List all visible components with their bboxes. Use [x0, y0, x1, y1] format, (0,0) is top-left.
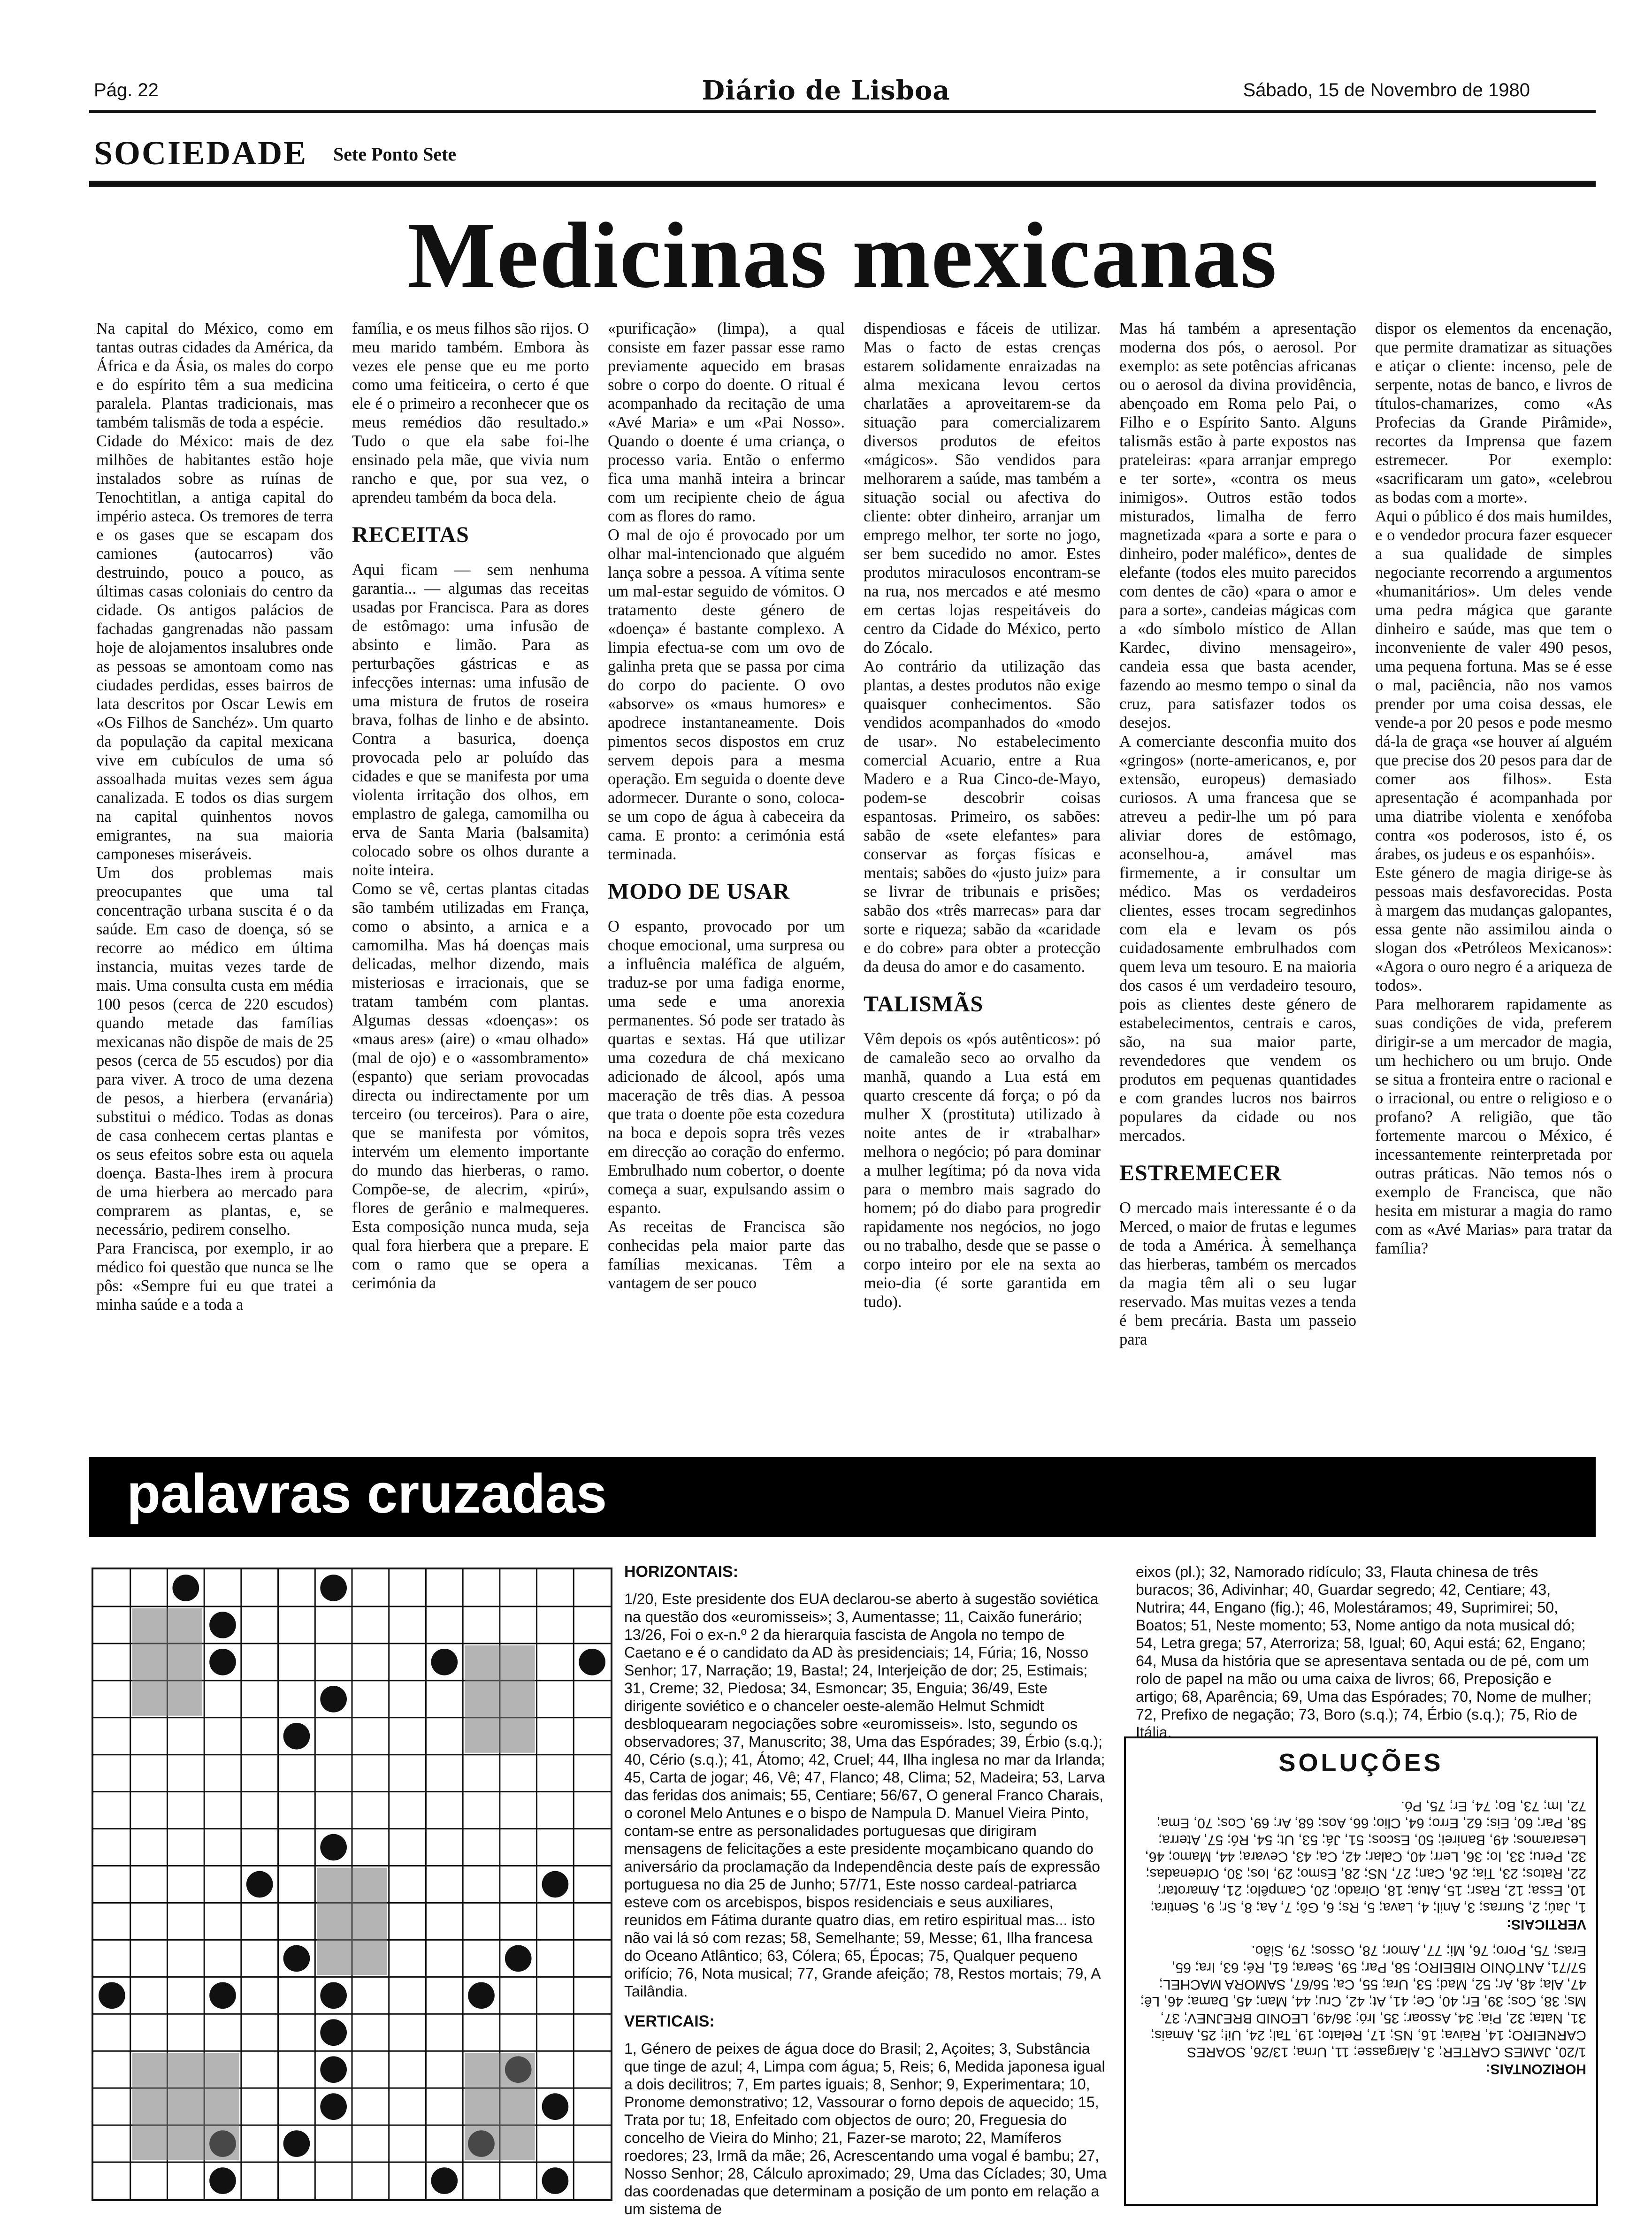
black-square — [320, 2019, 347, 2046]
paragraph: Mas há também a apresentação moderna dos pós, o aerosol. Por exemplo: as sete potências africanas ou o aerosol da divina providência, abençoado em Roma pelo Pai, o Filho e o Espírito Santo. Alguns talismãs estão à parte expostos nas prateleiras: «para arranjar emprego e ter sorte», «contra os meus inimigos». Outros estão todos misturados, limalha de ferro magnetizada «para a sorte e para o dinheiro, poder maléfico», dentes de elefante (todos eles muito parecidos com dentes de cão) «para o amor e para a sorte», candeias mágicas com a «do símbolo místico de Allan Kardec, divino mensageiro», candeia essa que basta acender, fazendo ao mesmo tempo o sinal da cruz, para satisfazer todos os desejos. — [1119, 320, 1356, 732]
black-square — [209, 1612, 236, 1638]
subheading-talismas: TALISMÃS — [864, 992, 984, 1017]
paragraph: Ao contrário da utilização das plantas, a destes produtos não exige quaisquer conhecimentos. São vendidos acompanhados do «modo de usar». No estabelecimento comercial Acuario, entre a Rua Madero e a Rua Cinco-de-Mayo, podem-se descobrir coisas espantosas. Primeiro, os sabões: sabão de «sete elefantes» para conservar as forças físicas e mentais; sabões do «justo juiz» para se livrar de tribunais e prisões; sabão dos «três marrecas» para dar sorte e riqueza; sabão da «caridade e do cobre» para obter a protecção da deusa do amor e do casamento. — [864, 658, 1101, 976]
paragraph: Cidade do México: mais de dez milhões de habitantes estão hoje instalados sobre as ruínas de Tenochtitlan, a antiga capital do império asteca. Os tremores de terra e os gases que se escapam dos camiones (autocarros) vão destruindo, pouco a pouco, as últimas casas coloniais do centro da cidade. Os antigos palácios de fachadas gangrenadas não passam hoje de alojamentos insalubres onde as pessoas se amontoam como nas ciudades perdidas, esses bairros de lata descritos por Oscar Lewis em «Os Filhos de Sanchéz». Um quarto da população da capital mexicana vive em cubículos de uma só assoalhada muitas vezes sem água canalizada. E todos os dias surgem na capital quinhentos novos emigrantes, na sua maioria camponeses miseráveis. — [96, 432, 333, 863]
article-column-1 — [96, 319, 333, 1314]
paragraph: A comerciante desconfia muito dos «gringos» (norte-americanos, e, por extensão, europeus) demasiado curiosos. A uma francesa que se atreveu a pedir-lhe um pó para aliviar dores de estômago, aconselhou-a, amável mas firmemente, a ir consultar um médico. Mas os verdadeiros clientes, esses trocam segredinhos com ela e levam os pós cuidadosamente embrulhados com quem leva um tesouro. E na maioria dos casos é um verdadeiro tesouro, pois as clientes deste género de estabelecimentos, centrais e caros, são, na sua maior parte, revendedores que vendem os produtos em pequenas quantidades e com grandes lucros nos bairros populares da cidade ou nos mercados. — [1119, 733, 1356, 1145]
black-square — [542, 2093, 569, 2120]
subsection-title: Sete Ponto Sete — [333, 144, 457, 165]
clues-horizontais — [624, 1563, 1108, 2218]
paragraph: Um dos problemas mais preocupantes que uma tal concentração urbana suscita é o da saúde. Em caso de doença, só se recorre ao médico em última instancia, muitas vezes tarde de mais. Uma consulta custa em média 100 pesos (cerca de 220 escudos) quando metade das famílias mexicanas não dispõe de mais de 25 pesos (cerca de 55 escudos) por dia para viver. A troco de uma dezena de pesos, a hierbera (ervanária) substitui o médico. Todas as donas de casa conhecem certas plantas e os seus efeitos sobre esta ou aquela doença. Basta-lhes irem à procura de uma hierbera ao mercado para comprarem as plantas, e, se necessário, pedirem conselho. — [96, 864, 333, 1239]
paragraph: O mal de ojo é provocado por um olhar mal-intencionado que alguém lança sobre a pessoa. A vítima sente um mal-estar seguido de vómitos. O tratamento deste género de «doença» é bastante complexo. A limpia efectua-se com um ovo de galinha preta que se passa por cima do corpo do paciente. O ovo «absorve» os «maus humores» e apodrece instantaneamente. Dois pimentos secos dispostos em cruz servem depois para a mesma operação. Em seguida o doente deve adormecer. Durante o sono, coloca-se um copo de água à cabeceira da cama. E pronto: a cerimónia está terminada. — [608, 526, 845, 863]
paragraph: Aqui ficam — sem nenhuma garantia... — algumas das receitas usadas por Francisca. Para as dores de estômago: uma infusão de absinto e limão. Para as perturbações gástricas e as infecções internas: uma infusão de uma mistura de frutos de roseira brava, folhas de linho e de absinto. Contra a basurica, doença provocada pelo ar poluído das cidades e que se manifesta por uma violenta irritação dos olhos, em emplastro de galega, camomilha ou erva de Santa Maria (balsamita) colocado sobre os olhos durante a noite inteira. — [352, 561, 589, 879]
black-square — [505, 1945, 532, 1972]
paragraph: Vêm depois os «pós autênticos»: pó de camaleão seco ao orvalho da manhã, quando a Lua está em quarto crescente dá força; o pó da mulher X (prostituta) utilizado à noite antes de ir «trabalhar» melhora o negócio; pó para dominar a mulher legítima; pó da nova vida para o membro mais sagrado do homem; pó do diabo para progredir rapidamente nos negócios, no jogo ou no trabalho, desde que se passe o corpo inteiro por ele na sexta ao meio-dia (é sorte garantida em tudo). — [864, 1030, 1101, 1311]
paragraph: dispor os elementos da encenação, que permite dramatizar as situações e atiçar o cliente: incenso, pele de serpente, notas de banco, e livros de títulos-chamarizes, como «As Profecias da Grande Pirâmide», recortes da Imprensa que fazem estremecer. Por exemplo: «sacrificaram um gato», «celebrou as bodas com a morte». — [1375, 320, 1612, 506]
black-square — [431, 2167, 458, 2194]
black-square — [246, 1871, 273, 1898]
black-square — [209, 2167, 236, 2194]
paragraph: Para Francisca, por exemplo, ir ao médico foi questão que nunca se lhe pôs: «Sempre fui eu que tratei a minha saúde e a toda a — [96, 1239, 333, 1314]
black-square — [320, 2093, 347, 2120]
article-column-6 — [1375, 319, 1612, 1258]
solutions-verticais-title: VERTICAIS: — [1506, 1917, 1586, 1932]
portrait-photo — [132, 2053, 239, 2160]
section-title: SOCIEDADE — [94, 134, 308, 172]
paragraph: O espanto, provocado por um choque emocional, uma surpresa ou a influência maléfica de alguém, traduz-se por uma fadiga enorme, uma sede e uma anorexia permanentes. Só pode ser tratado às quartas e sextas. Há que utilizar uma cozedura de chá mexicano adicionado de álcool, após uma maceração de três dias. A pessoa que trata o doente põe esta cozedura na boca e depois sopra três vezes em direcção ao coração do enfermo. Embrulhado num cobertor, o doente começa a suar, expulsando assim o espanto. — [608, 918, 845, 1217]
paragraph: dispendiosas e fáceis de utilizar. Mas o facto de estas crenças estarem solidamente enraizadas na alma mexicana levou certos charlatães a aproveitarem-se da situação para comercializarem diversos produtos de efeitos «mágicos». São vendidos para melhorarem a saúde, mas também a situação social ou afectiva do cliente: obter dinheiro, arranjar um emprego melhor, ter sorte no jogo, ser bem sucedido no amor. Estes produtos miraculosos encontram-se na rua, nos mercados e até mesmo em certas lojas respeitáveis do centro da Cidade do México, perto do Zócalo. — [864, 320, 1101, 657]
header-rule — [89, 110, 1596, 113]
black-square — [283, 1945, 310, 1972]
solutions-horizontais: 1/20, JAMES CARTER; 3, Alargasse; 11, Urna; 13/26, SOARES CARNEIRO; 14, Raiva; 16, NS; 17, Relato; 19, Tal; 24, Ui!; 25, Amais; 31, Nata; 32, Pia; 34, Assoar; 35, Iró; 36/49, LEONID BREJNEV; 37, Ms; 38, Cos; 39, Er; 40, Ce; 41, At; 42, Cru; 44, Man; 45, Dama; 46, Lê; 47, Ala; 48, Ar; 52, Mad; 53, Ura; 55, Ca; 56/67, SAMORA MACHEL; 57/71, ANTÓNIO RIBEIRO; 58, Par; 59, Seara; 61, Ré; 63, Ira; 65, Eras; 75, Poro; 76, Mi; 77, Amor; 78, Ossos; 79, Sião. — [1140, 1943, 1586, 2060]
black-square — [283, 2130, 310, 2157]
paragraph: família, e os meus filhos são rijos. O meu marido também. Embora às vezes ele pense que eu me porto como uma feiticeira, o certo é que ele é o primeiro a reconhecer que os meus remédios dão resultado.» Tudo o que ela sabe foi-lhe ensinado pela mãe, que vivia num rancho e que, por sua vez, o aprendeu também da boca dela. — [352, 320, 589, 506]
black-square — [579, 1649, 605, 1675]
clues-horizontais-text: 1/20, Este presidente dos EUA declarou-se aberto à sugestão soviética na questão dos «euromisseis»; 3, Aumentasse; 11, Caixão funerário; 13/26, Foi o ex-n.º 2 da hierarquia fascista de Angola no tempo de Caetano e é o candidato da AD às presidenciais; 14, Fúria; 16, Nosso Senhor; 17, Narração; 19, Basta!; 24, Interjeição de dor; 25, Estimais; 31, Creme; 32, Piedosa; 34, Esmoncar; 35, Enguia; 36/49, Este dirigente soviético e o chanceler oeste-alemão Helmut Schmidt desbloquearam negociações sobre «euromisseis». Isto, segundo os observadores; 37, Manuscrito; 38, Uma das Espórades; 39, Érbio (s.q.); 40, Cério (s.q.); 41, Átomo; 42, Cruel; 44, Ilha inglesa no mar da Irlanda; 45, Carta de jogar; 46, Vê; 47, Flanco; 48, Clima; 52, Madeira; 53, Larva das feridas dos animais; 55, Centiare; 56/67, O general Franco Charais, o coronel Melo Antunes e o bispo de Nampula D. Manuel Vieira Pinto, contam-se entre as personalidades portuguesas que dirigiram mensagens de felicitações a este presidente moçambicano quando do aniversário da proclamação da Independência deste país de expressão portuguesa no dia 25 de Junho; 57/71, Este nosso cardeal-patriarca esteve com os arcebispos, bispos residenciais e seus auxiliares, reunidos em Fátima durante quatro dias, em retiro espiritual mas... isto não vai lá só com rezas; 58, Semelhante; 59, Messe; 61, Ilha francesa do Oceano Atlântico; 63, Cólera; 65, Épocas; 75, Qualquer pequeno orifício; 76, Nota musical; 77, Grande afeição; 78, Restos mortais; 79, A Tailândia. — [624, 1591, 1105, 2000]
solutions-horizontais-title: HORIZONTAIS: — [1485, 2061, 1586, 2077]
black-square — [431, 1649, 458, 1675]
issue-date: Sábado, 15 de Novembro de 1980 — [1243, 80, 1530, 100]
black-square — [320, 1575, 347, 1601]
article-headline: Medicinas mexicanas — [407, 204, 1278, 307]
black-square — [468, 1982, 495, 2009]
section-rule — [89, 181, 1596, 187]
page-number: Pág. 22 — [94, 80, 159, 100]
crossword-title: palavras cruzadas — [127, 1463, 607, 1525]
paragraph: Este género de magia dirige-se às pessoas mais desfavorecidas. Posta à margem das mudanças galopantes, essa gente não assimilou ainda o slogan dos «Petróleos Mexicanos»: «Agora o ouro negro é a ariqueza de todos». — [1375, 864, 1612, 994]
black-square — [320, 1834, 347, 1861]
article-column-3 — [608, 319, 845, 1293]
paragraph: Como se vê, certas plantas citadas são também utilizadas em França, como o absinto, a arnica e a camomilha. Mas há doenças mais delicadas, melhor dizendo, mais misteriosas e irracionais, que se tratam também com plantas. Algumas dessas «doenças»: os «maus ares» (aire) o «mau olhado» (mal de ojo) e o «assombramento» (espanto) que seriam provocadas directa ou indirectamente por um terceiro (ou terceiros). Para o aire, que se manifesta por vómitos, intervém um elemento importante do mundo das hierberas, o ramo. Compõe-se, de alecrim, «pirú», flores de gerânio e malmequeres. Esta composição nunca muda, seja qual fora hierbera que a prepare. E com o ramo que se opera a cerimónia da — [352, 880, 589, 1292]
solutions-verticais: 1, Jaú; 2, Surras; 3, Anil; 4, Lava; 5, Rs; 6, Gô; 7, Aa; 8, Sr; 9, Sentira; 10, Essa; 12, Rasr; 15, Atua; 18, Oirado; 20, Campêlo; 21, Amarotar; 22, Ratos; 23, Tia; 26, Can; 27, NS; 28, Esmo; 29, Ios; 30, Ordenadas; 32, Peru; 33, Io; 36, Lerr; 40, Calar; 42, Ca; 43, Cevara; 44, Mamo; 46, Lesaramos; 49, Banirei; 50, Escos; 51, Já; 53, Ut; 54, Ró; 57, Aterra; 58, Par; 60, Eis; 62, Erro; 64, Clio; 66, Aos; 68, Ar; 69, Cos; 70, Ema; 72, Im; 73, Bo; 74, Er; 75, Pó. — [1145, 1798, 1586, 1915]
clues-verticais-continuation: eixos (pl.); 32, Namorado ridículo; 33, Flauta chinesa de três buracos; 36, Adivinhar; 40, Guardar segredo; 42, Centiare; 43, Nutrira; 44, Engano (fig.); 46, Molestáramos; 49, Suprimirei; 50, Boatos; 51, Neste momento; 53, Nome antigo da nota musical dó; 54, Letra grega; 57, Aterroriza; 58, Igual; 60, Aqui está; 62, Engano; 64, Musa da história que se apresentava sentada ou de pé, com um rolo de papel na mão ou uma caixa de livros; 66, Preposição e artigo; 68, Aparência; 69, Uma das Espórades; 70, Nome de mulher; 72, Prefixo de negação; 73, Boro (s.q.); 74, Érbio (s.q.); 75, Rio de Itália. — [1136, 1563, 1592, 1741]
black-square — [320, 2056, 347, 2083]
paragraph: Para melhorarem rapidamente as suas condições de vida, preferem dirigir-se a um mercador de magia, um hechichero ou um brujo. Onde se situa a fronteira entre o racional e o irracional, ou entre o religioso e o profano? A religião, que tão fortemente marcou o México, é incessantemente reinterpretada por outras práticas. Não temos nós o exemplo de Francisca, que não hesita em misturar a magia do ramo com as «Avé Marias» para tratar da família? — [1375, 995, 1612, 1257]
black-square — [542, 2167, 569, 2194]
crossword-grid-lines — [93, 1569, 611, 2199]
paragraph: As receitas de Francisca são conhecidas pela maior parte das famílias mexicanas. Têm a vantagem de ser pouco — [608, 1218, 845, 1292]
clues-horizontais-title: HORIZONTAIS: — [624, 1563, 739, 1581]
paragraph: «purificação» (limpa), a qual consiste em fazer passar esse ramo previamente aquecido em brasas sobre o corpo do doente. O ritual é acompanhado da recitação de uma «Avé Maria» e um «Pai Nosso». Quando o doente é uma criança, o processo varia. Então o enfermo fica uma manhã inteira a brincar com um recipiente cheio de água com as flores do ramo. — [608, 320, 845, 525]
clues-verticais-text: 1, Género de peixes de água doce do Brasil; 2, Açoites; 3, Substância que tinge de azul; 4, Limpa com água; 5, Reis; 6, Medida japonesa igual a dois decilitros; 7, Em partes iguais; 8, Senhor; 9, Experimentara; 10, Pronome demonstrativo; 12, Vassourar o forno depois de aquecido; 15, Trata por tu; 18, Enfeitado com objectos de ouro; 20, Freguesia do concelho de Vieira do Minho; 21, Fazer-se maroto; 22, Mamíferos roedores; 23, Irmã da mãe; 26, Acrescentando uma vogal é bambu; 27, Nosso Senhor; 28, Cálculo aproximado; 29, Uma das Cíclades; 30, Uma das coordenadas que determinam a posição de um ponto em relação a um sistema de — [624, 2040, 1107, 2218]
black-square — [209, 1982, 236, 2009]
portrait-photo — [465, 1645, 535, 1753]
paragraph: Aqui o público é dos mais humildes, e o vendedor procura fazer esquecer a sua qualidade de simples negociante recorrendo a argumentos «humanitários». Um deles vende uma pedra mágica que garante dinheiro e saúde, mas que tem o inconveniente de valer 490 pesos, uma pequena fortuna. Mas se é esse o mal, paciência, não nos vamos prender por uma coisa dessas, ele vende-a por 20 pesos e pode mesmo dá-la de graça «se houver aí alguém que precise dos 20 pesos para dar de comer aos filhos». Esta apresentação é acompanhada por uma diatribe violenta e xenófoba contra «os poderosos, isto é, os árabes, os judeus e os espanhóis». — [1375, 507, 1613, 863]
crossword-grid — [92, 1568, 612, 2201]
solutions-upside-down — [1136, 1797, 1586, 2077]
subheading-receitas: RECEITAS — [352, 522, 469, 547]
subheading-estremecer: ESTREMECER — [1119, 1161, 1282, 1185]
paragraph: Na capital do México, como em tantas outras cidades da América, da África e da Ásia, os males do corpo e do espírito têm a sua medicina paralela. Plantas tradicionais, mas também talismãs de toda a espécie. — [96, 320, 333, 431]
clues-verticais-title: VERTICAIS: — [624, 2012, 715, 2030]
article-column-4 — [864, 319, 1101, 1311]
portrait-photo — [132, 1608, 202, 1716]
article-column-2 — [352, 319, 589, 1293]
black-square — [542, 1871, 569, 1898]
subheading-modo-de-usar: MODO DE USAR — [608, 879, 790, 904]
article-column-5 — [1119, 319, 1356, 1349]
portrait-photo — [465, 2053, 535, 2160]
solutions-title: SOLUÇÕES — [1278, 1749, 1444, 1777]
paragraph: O mercado mais interessante é o da Merced, o maior de frutas e legumes de toda a América. À semelhança das hierberas, também os mercados da magia têm ali o seu lugar reservado. Mas muitas vezes a tenda é bem precária. Basta um passeio para — [1119, 1199, 1356, 1348]
black-square — [283, 1723, 310, 1750]
black-square — [320, 1686, 347, 1713]
black-square — [99, 1982, 125, 2009]
black-square — [172, 1575, 199, 1601]
black-square — [209, 1649, 236, 1675]
portrait-photo — [317, 1868, 387, 1975]
masthead: Diário de Lisboa — [702, 75, 950, 106]
black-square — [320, 1982, 347, 2009]
